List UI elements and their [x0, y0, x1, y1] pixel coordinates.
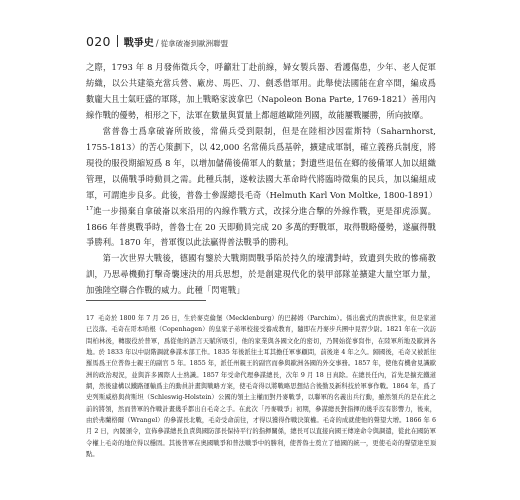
footnote-divider	[86, 300, 206, 301]
page-number: 020	[86, 34, 111, 49]
footnote-reference[interactable]: 17	[86, 205, 94, 212]
header-divider	[117, 35, 118, 47]
footnote-mark: 17	[86, 315, 95, 322]
body-paragraph-1: 之際，1793 年 8 月發佈徵兵令，呼籲壯丁赴前線，婦女製兵器、看護傷患，少年、老人促軍紡織，以公共建築充當兵營、廠房、馬匹、刀、劍悉借軍用。此舉使法國能在倉卒間，編成爲數龐大且士氣旺盛的軍隊，加上戰略家波拿巴（Napoleon Bona Parte, 1769-1821）善用內線作戰的優勢，相形之下，法軍在數量與質量上都超越歐陸列國，故能屢戰屢勝，所向披靡。	[86, 62, 436, 120]
body-paragraph-2	[86, 124, 436, 252]
body-paragraph-2-text: 當普魯士爲拿破崙所敗後，常備兵受到限制，但是在陸相沙因霍斯特（Saharnhorst, 1755-1813）的苦心策劃下，以 42,000 名常備兵爲基幹，擴建成軍制，確立義務兵制度，將現役的服役期縮短爲 8 年，以增加儲備後備軍人的數量；對遺些退伍在鄉的後備軍人加以組織管理，以備戰爭時動員之需。此種兵制，遂較法國大革命時代將臨時徵集的民兵，加以編組成軍，可謂進步良多。此後，普魯士參謀總長毛奇（Helmuth Karl Von Moltke, 1800-1891）	[86, 125, 438, 200]
header-separator: /	[155, 39, 159, 49]
footnote-text: 毛奇於 1800 年 7 月 26 日，生於麥克倫堡（Mecklenburg）的巴赫姆（Parchim）。係出舊式的貴族世家，但是家道已沒落。毛奇在哥本哈根（Copenhagen）的皇家子弟軍校接受養成教育，隨即在丹麥步兵團中見習少尉。1821 年在一次訪問柏林後，轉服役於普軍，爲從他的語言天賦所吸引，他的家業與各國文化的密切，乃開始從事寫作，在陸軍所地及歐洲各地。於 1833 年以中尉階調就參謀本部工作。1835 年後派往土耳其擔任軍事顧問，前後達 4 年之久。歸國後，毛奇又被派往羅馬爲王位普魯士親王的副官 5 年。1855 年，派任州親王的副官而參與歐洲各國的外交事務。1857 年，使他有機會見識歐洲的政治現況，並與許多國際人士熟識。1857 年受命代理參謀總長，次年 9 月 18 日真除。在總長任內，首先是擴充鐵道網，然後建構以鐵路運輸爲主的動員計畫與戰略方案，使毛奇得以將戰略思想結合後勤及新科技於軍事作戰。1864 年，爲了史列斯威格與荷斯坦（Schleswig-Holstein）公國的領土主權而對丹麥戰爭，以聯軍的名義出兵行動，雖然領兵的是在此之前的將領，然而普軍的作戰計畫幾乎都出自毛奇之手。在此次「丹麥戰爭」初期，參謀總長對指揮的幾乎沒有影響力，後來，由於弗蘭格爾（Wrangel）的參謀長北戰，毛奇受命前往，才得以獲得作戰決策權。毛奇的成就使他的聲望大增。1866 年 6 月 2 日，內閣頒令，宣佈參謀總長負責與國防部長保持平行的指揮關係，總長可以直接向國王傳達命令與調遣，從此在國防軍令權上毛奇的地位得以穩固。其後普軍在奧國戰爭和普法戰爭中的勝利，使普魯士奠立了德國的統一，更使毛奇的聲望達至頂點。	[86, 315, 436, 459]
body-paragraph-2-tail: 進一步揚棄自拿破崙以來沿用的內線作戰方式，改採分進合擊的外線作戰，更是卻虎添翼。1866 年普奧戰爭時，普魯士在 20 天即動員完成 20 多萬的野戰軍，取得戰略優勢，遂贏得戰爭勝利。1870 年，普軍復以此法贏得普法戰爭的勝利。	[86, 205, 436, 248]
main-text	[86, 60, 436, 299]
book-title: 戰爭史	[123, 38, 154, 49]
footnote	[86, 313, 436, 460]
body-paragraph-3: 第一次世界大戰後，德國有鑒於大戰期間戰爭陷於持久的壕溝對峙，致遺到失敗的慘痛教訓，乃思尋機動打擊奇襲速決的用兵思想，於是創建現代化的裝甲部隊並擴建大量空軍力量，加強陸空聯合作戰的威力。此種「閃電戰」	[86, 253, 436, 296]
running-header	[86, 34, 228, 49]
chapter-title: 從拿破崙到歐洲聯盟	[160, 39, 229, 48]
